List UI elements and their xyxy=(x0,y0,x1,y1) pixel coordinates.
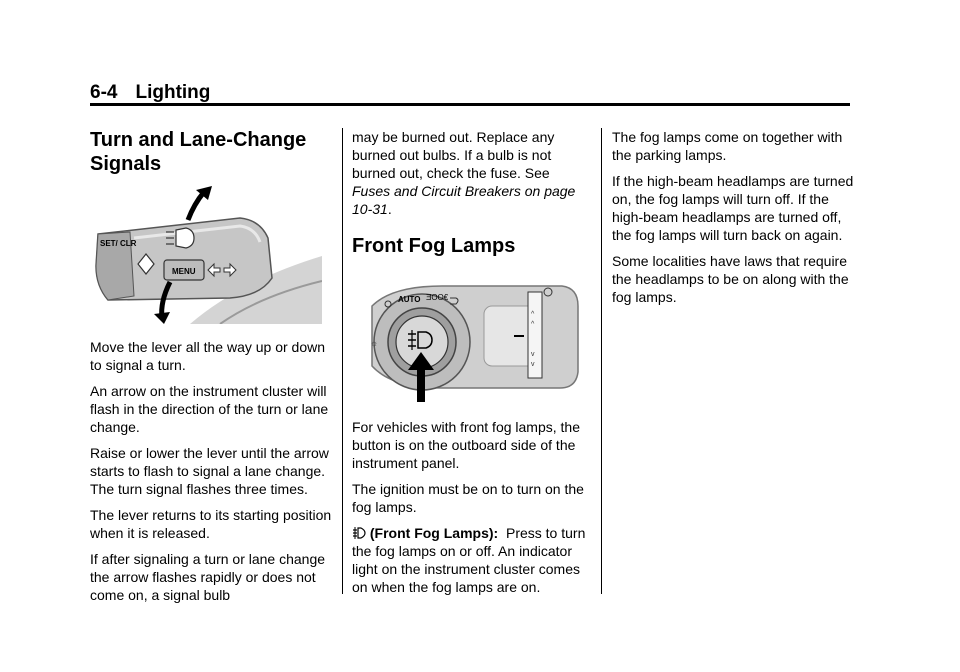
svg-text:v: v xyxy=(531,361,535,368)
fog-lamps-heading: Front Fog Lamps xyxy=(352,235,516,257)
reference-end: . xyxy=(387,201,392,217)
paragraph: Raise or lower the lever until the arrow starts to flash to signal a lane change. The turn signal flashes three times. xyxy=(90,445,329,497)
svg-text:v: v xyxy=(531,351,535,358)
paragraph-continued xyxy=(352,128,590,218)
set-clr-label: SET/ CLR xyxy=(100,239,137,248)
menu-label: MENU xyxy=(172,267,196,276)
fuses-reference-link[interactable]: Fuses and Circuit Breakers on page 10-31 xyxy=(352,183,576,217)
paragraph: If after signaling a turn or lane change the arrow flashes rapidly or does not come on, a signal bulb xyxy=(90,551,326,603)
section-number: 6-4 xyxy=(90,82,118,103)
paragraph: The lever returns to its starting position when it is released. xyxy=(90,507,332,541)
front-fog-lamp-icon xyxy=(352,526,366,540)
headlamp-icon xyxy=(176,228,194,248)
fog-lamp-control-illustration xyxy=(352,276,586,404)
header-rule xyxy=(90,103,850,106)
column-2 xyxy=(352,128,590,604)
column-divider xyxy=(342,128,343,594)
turn-signal-lever-illustration xyxy=(90,186,322,324)
column-1 xyxy=(90,128,335,612)
svg-text:SET/ CLR xyxy=(100,239,137,248)
column-3 xyxy=(612,128,862,314)
paragraph: The ignition must be on to turn on the fog lamps. xyxy=(352,481,584,515)
paragraph: Some localities have laws that require the headlamps to be on along with the fog lamps. xyxy=(612,253,849,305)
paragraph: Move the lever all the way up or down to signal a turn. xyxy=(90,339,326,373)
turn-signal-lever-figure xyxy=(90,186,335,328)
section-title: Lighting xyxy=(135,82,211,103)
fog-lamp-control-label: (Front Fog Lamps): xyxy=(369,525,499,541)
fog-lamp-control-figure xyxy=(352,276,590,408)
press-arrow xyxy=(417,368,425,402)
paragraph: The fog lamps come on together with the parking lamps. xyxy=(612,129,843,163)
paragraph: An arrow on the instrument cluster will flash in the direction of the turn or lane change. xyxy=(90,383,329,435)
fog-lamp-control-description xyxy=(352,524,590,596)
paragraph: If the high-beam headlamps are turned on, the fog lamps will turn off. If the high-beam headlamps are turned off, the fog lamps will turn back on again. xyxy=(612,173,854,243)
parking-lamp-icon: ƎOO€ xyxy=(426,293,449,302)
light-icon: ☼ xyxy=(370,338,379,348)
column-divider xyxy=(601,128,602,594)
continued-text: may be burned out. Replace any burned out bulbs. If a bulb is not burned out, check the fuse. See xyxy=(352,129,555,181)
turn-signals-heading: Turn and Lane-Change Signals xyxy=(90,129,307,175)
svg-text:^: ^ xyxy=(531,321,535,328)
auto-label: AUTO xyxy=(398,295,421,304)
paragraph: For vehicles with front fog lamps, the button is on the outboard side of the instrument panel. xyxy=(352,419,580,471)
fog-lamp-control-text: Press to turn the fog lamps on or off. An indicator light on the instrument cluster comes on when the fog lamps are on. xyxy=(352,525,586,595)
svg-text:^: ^ xyxy=(531,311,535,318)
